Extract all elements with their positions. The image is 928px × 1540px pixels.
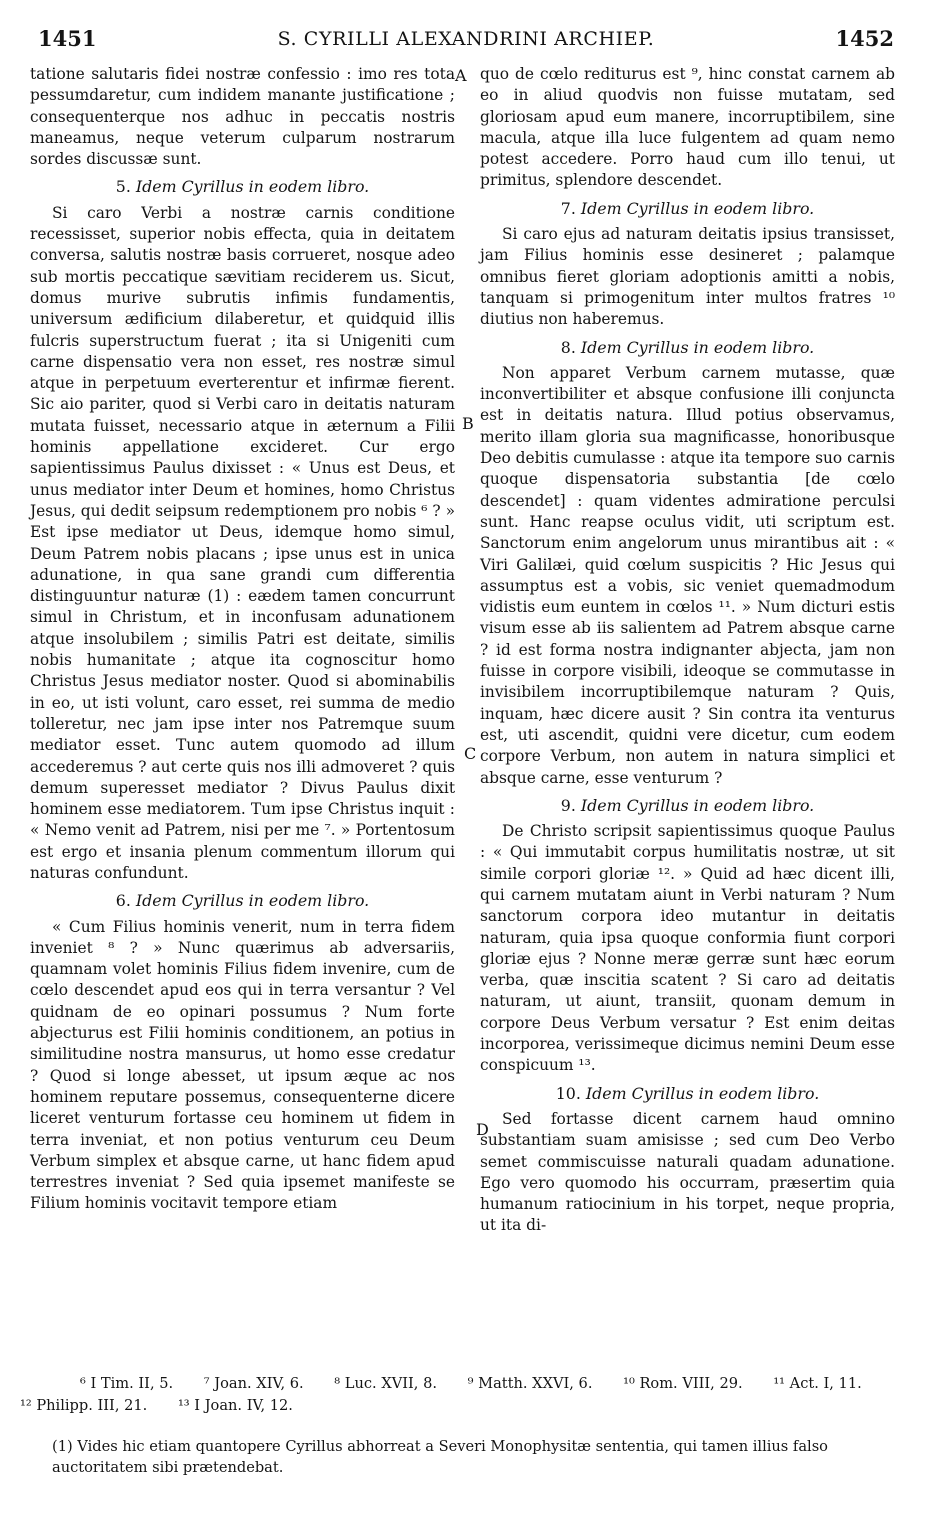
- margin-marker-d: D: [476, 1120, 489, 1139]
- right-intro-paragraph: quo de cœlo rediturus est ⁹, hinc constat carnem ab eo in aliud quodvis non fuisse mutatam, sed gloriosam apud eum manere, incorruptibilem, sine macula, atque illa luce fulgentem ad quam nemo potest accedere. Porro haud cum illo tenui, ut primitus, splendore descendet.: [480, 65, 895, 190]
- page-number-right: 1452: [835, 26, 894, 51]
- reference-11: ¹¹ Act. I, 11.: [773, 1375, 862, 1392]
- section-8-paragraph: Non apparet Verbum carnem mutasse, quæ inconvertibiliter et absque confusione illi conjuncta est in deitatis natura. Illud potius observamus, merito illam gloria sua magnificasse, honoribusque Deo debitis cumulasse : atque ita tempore suo carnis quoque dispensatoria substantia [de cœlo descendet] : quam videntes admiratione perculsi sunt. Hanc reapse oculus vidit, uti scriptum est. Sanctorum enim angelorum unus mirantibus ait : « Viri Galilæi, quid cœlum suspicitis ? Hic Jesus qui assumptus est a vobis, sic veniet quemadmodum vidistis eum euntem in cœlos ¹¹. » Num dicturi estis visum esse ab iis salientem ad Patrem absque carne ? id est forma nostra indignanter abjecta, jam non fuisse in corpore visibili, ideoque se commutasse in invisibilem incorruptibilemque naturam ? Quis, inquam, hæc dicere ausit ? Sin contra ita venturus est, uti ascendit, quidni vere dicetur, cum eodem corpore Verbum, non autem in natura simplici et absque carne, esse venturum ?: [480, 363, 895, 787]
- page-header: [38, 26, 894, 54]
- reference-7: ⁷ Joan. XIV, 6.: [203, 1375, 304, 1392]
- scripture-references: [20, 1373, 900, 1417]
- reference-9: ⁹ Matth. XXVI, 6.: [467, 1375, 593, 1392]
- reference-10: ¹⁰ Rom. VIII, 29.: [623, 1375, 743, 1392]
- section-heading-10: 10. Idem Cyrillus in eodem libro.: [555, 1083, 820, 1103]
- left-intro-paragraph: tatione salutaris fidei nostræ confessio : imo res tota pessumdaretur, cum indidem manante justificatione ; consequenterque nos adhuc in peccatis nostris maneamus, neque veterum culparum nostrarum sordes discussæ sunt.: [30, 65, 455, 169]
- page-number-left: 1451: [38, 26, 97, 51]
- reference-8: ⁸ Luc. XVII, 8.: [334, 1375, 437, 1392]
- margin-marker-c: C: [464, 744, 477, 763]
- section-5-paragraph: Si caro Verbi a nostræ carnis conditione recessisset, superior nobis effecta, quia in deitatem conversa, salutis nostræ basis corrueret, nosque adeo sub mortis peccatique sævitiam reciderem us. Sicut, domus murive subrutis infimis fundamentis, universum ædificium dilaberetur, et quidquid illis fulcris superstructum fuerat ; ita si Unigeniti cum carne dispensatio vera non esset, res nostræ simul atque in perpetuum everterentur et infirmæ fierent. Sic aio pariter, quod si Verbi caro in deitatis naturam mutata fuisset, necessario atque in æternum a Filii hominis appellatione excideret. Cur ergo sapientissimus Paulus dixisset : « Unus est Deus, et unus mediator inter Deum et homines, homo Christus Jesus, qui dedit seipsum redemptionem pro nobis ⁶ ? » Est ipse mediator ut Deus, idemque homo simul, Deum Patrem nobis placans ; ipse unus est in unica adunatione, in qua sane grandi cum differentia distinguuntur naturæ (1) : eædem tamen concurrunt simul in Christum, et in inconfusam adunationem atque insolubilem ; similis Patri est deitate, similis nobis humanitate ; atque ita cognoscitur homo Christus Jesus mediator noster. Quod si abominabilis in eo, ut isti volunt, caro esset, rei summa de medio tolleretur, nec jam ipse inter nos Patremque suum mediator esset. Tunc autem quomodo ad illum accederemus ? aut certe quis nos illi admoveret ? quis demum superesset mediator ? Divus Paulus dixit hominem esse mediatorem. Tum ipse Christus inquit : « Nemo venit ad Patrem, nisi per me ⁷. » Portentosum est ergo et insania plenum commentum illorum qui naturas confundunt.: [30, 203, 455, 882]
- reference-12: ¹² Philipp. III, 21.: [20, 1397, 148, 1414]
- section-heading-6: 6. Idem Cyrillus in eodem libro.: [115, 891, 370, 911]
- footnote: (1) Vides hic etiam quantopere Cyrillus abhorreat a Severi Monophysitæ sententia, qui tamen illius falso auctoritatem sibi prætendebat.: [52, 1438, 828, 1476]
- section-heading-7: 7. Idem Cyrillus in eodem libro.: [560, 198, 815, 218]
- left-column: [30, 64, 455, 1215]
- section-10-paragraph: Sed fortasse dicent carnem haud omnino substantiam suam amisisse ; sed cum Deo Verbo semet commiscuisse naturali quadam adunatione. Ego vero quomodo his occurram, præsertim quia humanum ratiocinium in his torpet, neque propria, ut ita di-: [480, 1109, 895, 1235]
- running-title: S. CYRILLI ALEXANDRINI ARCHIEP.: [277, 28, 655, 50]
- right-column: [480, 64, 895, 1237]
- section-9-paragraph: De Christo scripsit sapientissimus quoque Paulus : « Qui immutabit corpus humilitatis nostræ, ut sit simile corpori gloriæ ¹². » Quid ad hæc dicent illi, qui carnem mutatam aiunt in Verbi naturam ? Num sanctorum corpora ideo mutantur in deitatis naturam, quia ipsa quoque conformia fiunt corpori gloriæ ejus ? Nonne meræ gerræ sunt hæc eorum verba, quæ inscitia scatent ? Si caro ad deitatis naturam, ut aiunt, transiit, quonam demum in corpore Deus Verbum versatur ? Est enim deitas incorporea, verissimeque dicimus nemini Deum esse conspicuum ¹³.: [480, 822, 895, 1075]
- margin-marker-a: A: [455, 66, 467, 85]
- margin-marker-b: B: [462, 414, 474, 433]
- reference-6: ⁶ I Tim. II, 5.: [80, 1375, 174, 1392]
- reference-13: ¹³ I Joan. IV, 12.: [177, 1397, 293, 1414]
- section-heading-9: 9. Idem Cyrillus in eodem libro.: [560, 795, 815, 815]
- section-heading-8: 8. Idem Cyrillus in eodem libro.: [560, 337, 815, 357]
- section-heading-5: 5. Idem Cyrillus in eodem libro.: [115, 177, 370, 197]
- section-7-paragraph: Si caro ejus ad naturam deitatis ipsius transisset, jam Filius hominis esse desineret ; palamque omnibus fieret gloriam adoptionis amitti a nobis, tanquam si primogenitum inter multos fratres ¹⁰ diutius non haberemus.: [480, 225, 895, 329]
- section-6-paragraph: « Cum Filius hominis venerit, num in terra fidem inveniet ⁸ ? » Nunc quærimus ab adversariis, quamnam volet hominis Filius fidem invenire, cum de cœlo descendet apud eos qui in terra versantur ? Vel quidnam de eo opinari possumus ? Num forte abjecturus est Filii hominis conditionem, an potius in similitudine nostra mansurus, ut homo esse credatur ? Quod si longe abesset, ut ipsum æque ac nos hominem reputare possemus, consequenterne dicere liceret venturum fortasse ceu hominem ut fidem in terra inveniat, et non potius venturum ceu Deum Verbum simplex et absque carne, ut hanc fidem apud terrestres inveniat ? Sed quia ipsemet manifeste se Filium hominis vocitavit tempore etiam: [30, 917, 455, 1213]
